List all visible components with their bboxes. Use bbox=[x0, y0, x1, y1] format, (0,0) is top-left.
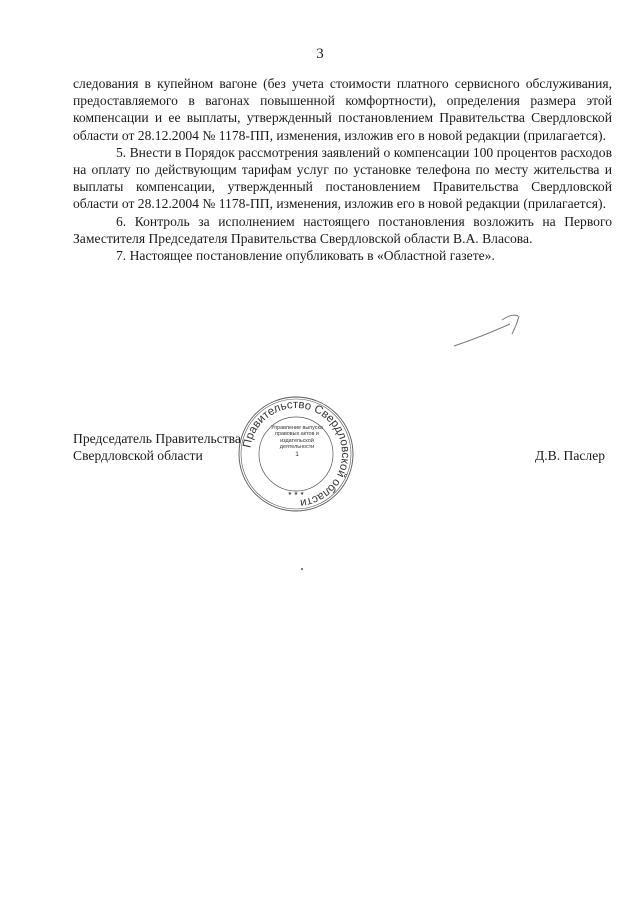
document-body bbox=[73, 75, 612, 264]
paragraph-item-6: 6. Контроль за исполнением настоящего постановления возложить на Первого Заместителя Председателя Правительства Свердловской области В.А. Власова. bbox=[73, 213, 612, 246]
seal-number: 1 bbox=[295, 450, 299, 458]
paragraph-item-5: 5. Внести в Порядок рассмотрения заявлений о компенсации 100 процентов расходов на оплату по действующим тарифам услуг по установке телефона по месту жительства и выплаты компенсации, утвержденный постановлением Правительства Свердловской области от 28.12.2004 № 1178-ПП, изменения, изложив его в новой редакции (прилагается). bbox=[73, 144, 612, 212]
seal-stars: ★ ★ ★ bbox=[287, 491, 305, 497]
signature-title-line-2: Свердловской области bbox=[73, 448, 203, 464]
seal-ring-text: Правительство Свердловской области bbox=[241, 398, 352, 509]
paragraph-fragment: следования в купейном вагоне (без учета стоимости платного сервисного обслуживания, предоставляемого в вагонах повышенной комфортности), определения размера этой компенсации и ее выплаты, утвержденный постановлением Правительства Свердловской области от 28.12.2004 № 1178-ПП, изменения, изложив его в новой редакции (прилагается). bbox=[73, 76, 612, 143]
handwritten-mark bbox=[452, 312, 522, 352]
seal-center-text: Управление выпуска правовых актов и издательской деятельности bbox=[271, 425, 323, 451]
scan-dot bbox=[301, 568, 303, 570]
paragraph-item-7: 7. Настоящее постановление опубликовать в «Областной газете». bbox=[116, 248, 495, 264]
seal-center bbox=[266, 425, 328, 458]
page-number: 3 bbox=[316, 46, 324, 62]
signature-name: Д.В. Паслер bbox=[535, 448, 606, 463]
signature-title bbox=[73, 430, 241, 464]
signature-title-line-1: Председатель Правительства bbox=[73, 431, 241, 446]
